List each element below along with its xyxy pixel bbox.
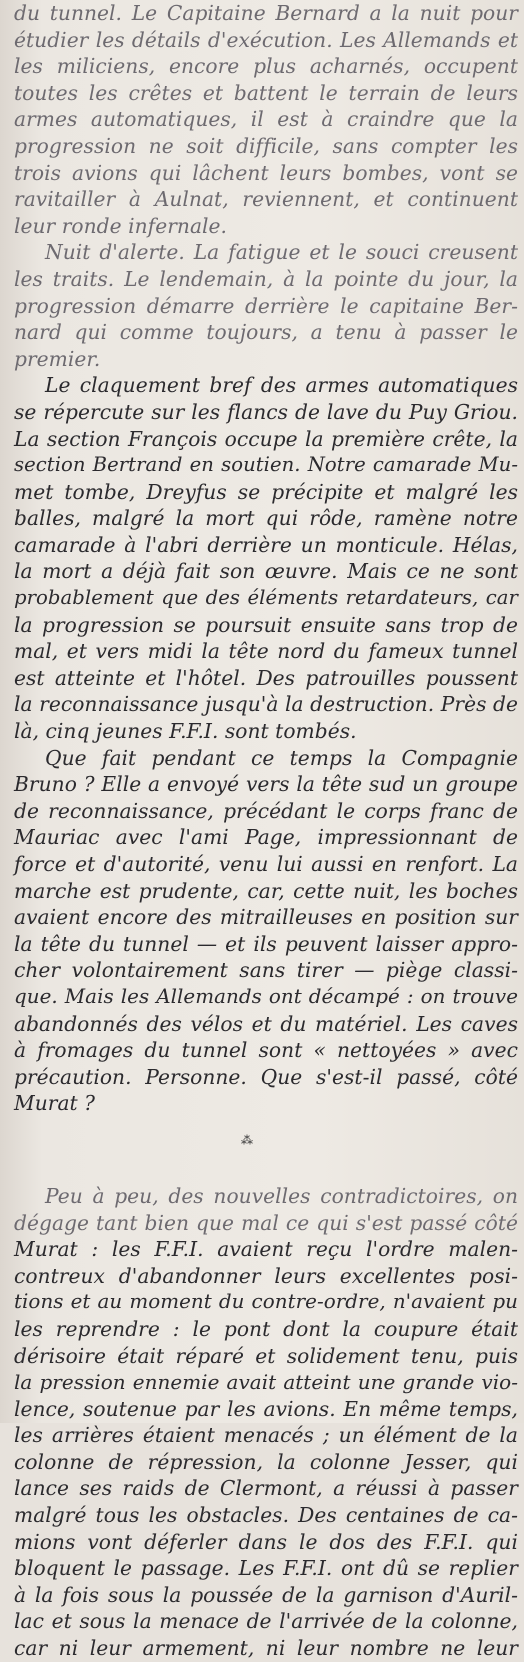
- paragraph-1: [14, 0, 518, 239]
- text-line: marche est prudente, car, cette nuit, les boches: [14, 878, 518, 903]
- text-line: balles, malgré la mort qui rôde, ramène notre: [14, 506, 518, 531]
- text-line: armes automatiques, il est à craindre que la: [14, 107, 518, 132]
- text-line: ravitailler à Aulnat, reviennent, et continuent: [14, 187, 518, 212]
- text-line: mal, et vers midi la tête nord du fameux tunnel: [14, 639, 518, 664]
- text-line: nard qui comme toujours, a tenu à passer le: [14, 320, 518, 345]
- text-line: mions vont déferler dans le dos des F.F.I. qui: [14, 1529, 518, 1554]
- text-line: premier.: [14, 346, 101, 371]
- text-line: trois avions qui lâchent leurs bombes, vont se: [14, 160, 518, 185]
- text-line: progression démarre derrière le capitaine Ber-: [14, 293, 518, 318]
- text-line: Que fait pendant ce temps la Compagnie: [45, 745, 518, 770]
- text-line: du tunnel. Le Capitaine Bernard a la nuit pour: [14, 1, 518, 25]
- text-line: malgré tous les obstacles. Des centaines de ca-: [14, 1503, 518, 1528]
- text-line: se répercute sur les flancs de lave du Puy Griou.: [14, 399, 518, 424]
- text-line: à fromages du tunnel sont « nettoyées » avec: [14, 1038, 518, 1063]
- text-line: car ni leur armement, ni leur nombre ne leur: [14, 1636, 518, 1661]
- paragraph-4: [14, 745, 518, 1117]
- text-line: la progression se poursuit ensuite sans trop de: [14, 612, 518, 637]
- text-line: à la fois sous la poussée de la garnison d'Auril-: [14, 1582, 518, 1607]
- paragraph-2: [14, 239, 518, 372]
- text-line: met tombe, Dreyfus se précipite et malgré les: [14, 479, 518, 504]
- text-line: contreux d'abandonner leurs excellentes posi-: [14, 1263, 518, 1288]
- text-line: colonne de répression, la colonne Jesser, qui: [14, 1449, 518, 1474]
- text-line: les reprendre : le pont dont la coupure était: [14, 1316, 518, 1341]
- text-line: avaient encore des mitrailleuses en position sur: [14, 905, 518, 930]
- text-line: Murat ?: [14, 1091, 96, 1116]
- text-line: Peu à peu, des nouvelles contradictoires, on: [45, 1183, 518, 1208]
- text-line: cher volontairement sans tirer — piège classi-: [14, 958, 518, 983]
- text-line: précaution. Personne. Que s'est-il passé, côté: [14, 1064, 518, 1089]
- text-line: la pression ennemie avait atteint une grande vio-: [14, 1370, 518, 1395]
- text-line: toutes les crêtes et battent le terrain de leurs: [14, 80, 518, 105]
- text-line: Mauriac avec l'ami Page, impressionnant de: [14, 825, 518, 850]
- text-line: force et d'autorité, venu lui aussi en renfort. La: [14, 852, 518, 876]
- text-line: étudier les détails d'exécution. Les Allemands et: [14, 27, 518, 52]
- text-line: tions et au moment du contre-ordre, n'avaient pu: [14, 1290, 518, 1314]
- text-line: Le claquement bref des armes automatiques: [45, 373, 518, 398]
- text-line: Bruno ? Elle a envoyé vers la tête sud un groupe: [14, 772, 518, 797]
- text-line: leur ronde infernale.: [14, 213, 227, 238]
- text-line: Nuit d'alerte. La fatigue et le souci creusent: [45, 240, 518, 265]
- text-line: la mort a déjà fait son œuvre. Mais ce ne sont: [14, 559, 518, 584]
- text-line: lence, soutenue par les avions. En même temps,: [14, 1396, 518, 1421]
- paragraph-3: [14, 372, 518, 744]
- text-line: que. Mais les Allemands ont décampé : on trouve: [14, 984, 518, 1008]
- text-line: Murat : les F.F.I. avaient reçu l'ordre malen-: [14, 1237, 518, 1262]
- article-column: [14, 0, 518, 1662]
- section-separator: [14, 1117, 518, 1183]
- text-line: les arrières étaient menacés ; un élément de la: [14, 1423, 518, 1448]
- text-line: les miliciens, encore plus acharnés, occupent: [14, 54, 518, 79]
- text-line: progression ne soit difficile, sans compter les: [14, 133, 518, 158]
- text-line: dérisoire était réparé et solidement tenu, puis: [14, 1343, 518, 1368]
- text-line: là, cinq jeunes F.F.I. sont tombés.: [14, 719, 357, 744]
- text-line: est atteinte et l'hôtel. Des patrouilles poussent: [14, 665, 518, 690]
- text-line: section Bertrand en soutien. Notre camarade Mu-: [14, 453, 518, 477]
- text-line: camarade à l'abri derrière un monticule. Hélas,: [14, 532, 518, 557]
- text-line: abandonnés des vélos et du matériel. Les caves: [14, 1011, 518, 1036]
- text-line: lance ses raids de Clermont, a réussi à passer: [14, 1476, 518, 1501]
- paragraph-5: [14, 1183, 518, 1662]
- text-line: les traits. Le lendemain, à la pointe du jour, la: [14, 266, 518, 291]
- asterism-separator: ⁂: [241, 1132, 253, 1147]
- text-line: de reconnaissance, précédant le corps franc de: [14, 798, 518, 823]
- text-line: bloquent le passage. Les F.F.I. ont dû se replier: [14, 1556, 518, 1581]
- text-line: la tête du tunnel — et ils peuvent laisser appro-: [14, 931, 518, 956]
- text-line: probablement que des éléments retardateurs, car: [14, 586, 518, 610]
- text-line: dégage tant bien que mal ce qui s'est passé côté: [14, 1210, 518, 1235]
- text-line: la reconnaissance jusqu'à la destruction. Près de: [14, 692, 518, 717]
- text-line: La section François occupe la première crête, la: [14, 426, 518, 451]
- text-line: lac et sous la menace de l'arrivée de la colonne,: [14, 1609, 518, 1634]
